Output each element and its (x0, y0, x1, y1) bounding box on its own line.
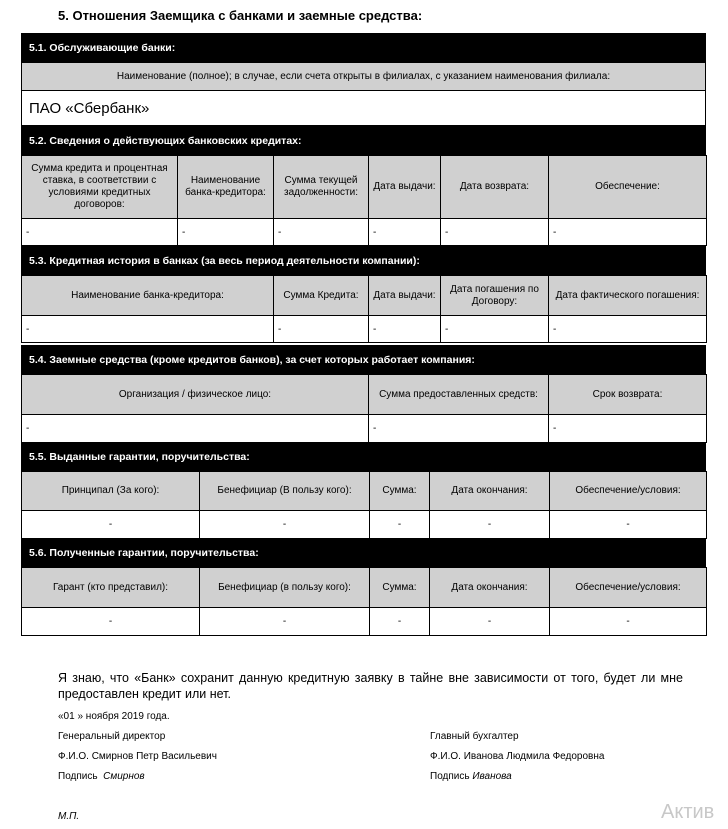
table-cell: - (200, 511, 370, 539)
received-col-collateral: Обеспечение/условия: (550, 568, 707, 608)
credits-table (21, 155, 707, 246)
section-5-4 (21, 345, 706, 443)
credits-col-collateral: Обеспечение: (549, 156, 707, 219)
section-5-2-title: 5.2. Сведения о действующих банковских кредитах: (21, 126, 706, 155)
borrowed-funds-table (21, 374, 707, 443)
left-fio: Смирнов Петр Васильевич (91, 751, 217, 762)
table-cell: - (430, 608, 550, 636)
table-row (22, 608, 707, 636)
table-cell: - (430, 511, 550, 539)
received-col-amount: Сумма: (370, 568, 430, 608)
funds-col-term: Срок возврата: (549, 375, 707, 415)
table-cell: - (550, 511, 707, 539)
stamp-place: М.П. (58, 811, 80, 822)
table-cell: - (550, 608, 707, 636)
right-signature-line (430, 771, 512, 782)
right-fio-line (430, 751, 604, 762)
received-col-beneficiary: Бенефициар (в пользу кого): (200, 568, 370, 608)
section-5-6 (21, 538, 706, 636)
table-row (22, 415, 707, 443)
right-sign-label: Подпись (430, 771, 470, 782)
table-cell: - (22, 608, 200, 636)
table-row (22, 511, 707, 539)
table-cell: - (200, 608, 370, 636)
credits-col-issue-date: Дата выдачи: (369, 156, 441, 219)
table-cell: - (369, 415, 549, 443)
history-col-amount: Сумма Кредита: (274, 276, 369, 316)
credits-col-amount: Сумма кредита и процентная ставка, в соответствии с условиями кредитных договоров: (22, 156, 178, 219)
received-col-guarantor: Гарант (кто представил): (22, 568, 200, 608)
right-position: Главный бухгалтер (430, 731, 519, 742)
section-5-6-title: 5.6. Полученные гарантии, поручительства: (21, 538, 706, 567)
table-cell: - (22, 316, 274, 343)
received-col-end-date: Дата окончания: (430, 568, 550, 608)
table-cell: - (22, 415, 369, 443)
table-cell: - (22, 219, 178, 246)
left-signature-line (58, 771, 145, 782)
funds-col-organization: Организация / физическое лицо: (22, 375, 369, 415)
history-col-issue-date: Дата выдачи: (369, 276, 441, 316)
right-fio-label: Ф.И.О. (430, 751, 461, 762)
left-signature: Смирнов (103, 771, 145, 782)
table-cell: - (549, 316, 707, 343)
right-fio: Иванова Людмила Федоровна (463, 751, 605, 762)
confidentiality-statement: Я знаю, что «Банк» сохранит данную кредитную заявку в тайне вне зависимости от того, будет ли мне предоставлен кредит или нет. (58, 671, 683, 701)
credits-col-bank: Наименование банка-кредитора: (178, 156, 274, 219)
table-cell: - (369, 316, 441, 343)
section-5-1 (21, 33, 706, 126)
section-5-2 (21, 126, 706, 246)
table-cell: - (441, 219, 549, 246)
section-5-5 (21, 442, 706, 539)
banks-header: Наименование (полное); в случае, если счета открыты в филиалах, с указанием наименования филиала: (22, 63, 706, 91)
credits-col-return-date: Дата возврата: (441, 156, 549, 219)
table-cell: - (370, 608, 430, 636)
table-cell: - (370, 511, 430, 539)
history-col-actual-date: Дата фактического погашения: (549, 276, 707, 316)
history-col-due-date: Дата погашения по Договору: (441, 276, 549, 316)
banks-table (21, 62, 706, 126)
bank-name: ПАО «Сбербанк» (22, 91, 706, 126)
left-sign-label: Подпись (58, 771, 98, 782)
left-fio-label: Ф.И.О. (58, 751, 89, 762)
history-col-bank: Наименование банка-кредитора: (22, 276, 274, 316)
issued-col-amount: Сумма: (370, 472, 430, 511)
section-5-1-title: 5.1. Обслуживающие банки: (21, 33, 706, 62)
funds-col-amount: Сумма предоставленных средств: (369, 375, 549, 415)
table-cell: - (441, 316, 549, 343)
left-fio-line (58, 751, 217, 762)
section-5-4-title: 5.4. Заемные средства (кроме кредитов банков), за счет которых работает компания: (21, 345, 706, 374)
credits-col-debt: Сумма текущей задолженности: (274, 156, 369, 219)
section-5-5-title: 5.5. Выданные гарантии, поручительства: (21, 442, 706, 471)
signing-date: «01 » ноября 2019 года. (58, 711, 170, 722)
credit-history-table (21, 275, 707, 343)
section-5-3 (21, 246, 706, 343)
table-cell: - (178, 219, 274, 246)
activation-watermark: Актив (661, 801, 715, 823)
left-position: Генеральный директор (58, 731, 166, 742)
table-cell: - (274, 316, 369, 343)
issued-col-principal: Принципал (За кого): (22, 472, 200, 511)
issued-guarantees-table (21, 471, 707, 539)
table-cell: - (274, 219, 369, 246)
table-cell: - (549, 415, 707, 443)
table-row (22, 219, 707, 246)
table-cell: - (369, 219, 441, 246)
table-cell: - (549, 219, 707, 246)
issued-col-beneficiary: Бенефициар (В пользу кого): (200, 472, 370, 511)
issued-col-end-date: Дата окончания: (430, 472, 550, 511)
table-row (22, 316, 707, 343)
section-5-3-title: 5.3. Кредитная история в банках (за весь период деятельности компании): (21, 246, 706, 275)
section-title: 5. Отношения Заемщика с банками и заемные средства: (58, 8, 423, 23)
table-cell: - (22, 511, 200, 539)
issued-col-collateral: Обеспечение/условия: (550, 472, 707, 511)
received-guarantees-table (21, 567, 707, 636)
right-signature: Иванова (472, 771, 512, 782)
